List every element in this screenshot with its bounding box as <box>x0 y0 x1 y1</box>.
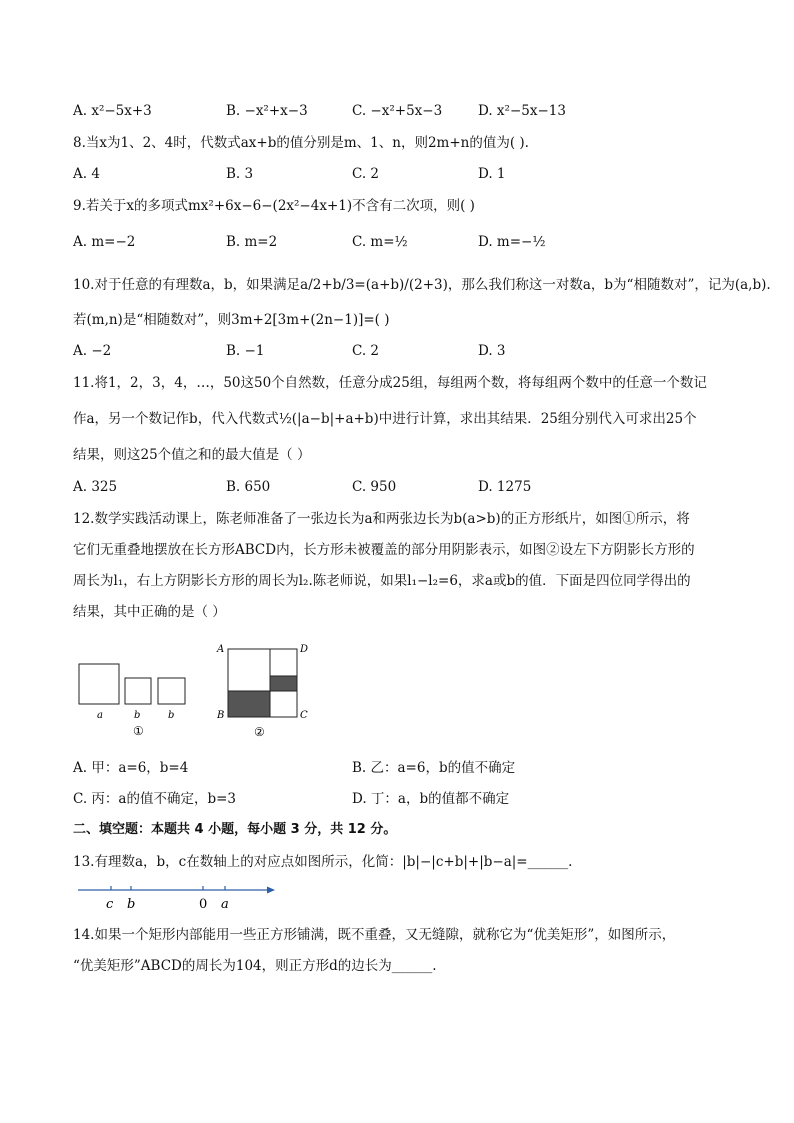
q10-stem-line2: 若(m,n)是“相随数对”，则3m+2[3m+(2n−1)]=( ) <box>73 312 390 328</box>
section-2-heading: 二、填空题：本题共 4 小题，每小题 3 分，共 12 分。 <box>73 822 397 837</box>
axis-label-b: b <box>127 897 136 912</box>
q8-option-d[interactable]: D. 1 <box>478 166 506 182</box>
q13-stem: 13.有理数a，b，c在数轴上的对应点如图所示，化简：|b|−|c+b|+|b−a|=______. <box>73 854 573 870</box>
q12-option-c[interactable]: C. 丙：a的值不确定，b=3 <box>73 791 237 807</box>
label-b-2: b <box>168 710 175 721</box>
q12-options-row2 <box>73 789 733 809</box>
q9-option-b[interactable]: B. m=2 <box>226 234 278 250</box>
q7-option-c[interactable]: C. −x²+5x−3 <box>352 103 443 119</box>
q8-stem: 8.当x为1、2、4时，代数式ax+b的值分别是m、1、n，则2m+n的值为( ). <box>73 135 529 151</box>
q8-option-b[interactable]: B. 3 <box>226 166 254 182</box>
q11-stem-line2: 作a，另一个数记作b，代入代数式½(|a−b|+a+b)中进行计算，求出其结果．25组分别代入可求出25个 <box>73 411 697 427</box>
axis-arrow-icon <box>267 887 275 894</box>
axis-label-a: a <box>221 897 229 912</box>
square-a-placed <box>228 649 270 691</box>
q11-option-c[interactable]: C. 950 <box>352 479 397 495</box>
q9-option-c[interactable]: C. m=½ <box>352 234 408 250</box>
q12-figure-2 <box>212 640 322 740</box>
q12-option-a[interactable]: A. 甲：a=6，b=4 <box>73 760 189 776</box>
q11-stem-line1: 11.将1，2，3，4，…，50这50个自然数，任意分成25组，每组两个数，将每组两个数中的任意一个数记 <box>73 375 707 391</box>
q10-options <box>73 341 733 361</box>
q11-option-d[interactable]: D. 1275 <box>478 479 532 495</box>
corner-d: D <box>300 644 309 655</box>
q10-option-a[interactable]: A. −2 <box>73 343 112 359</box>
axis-label-0: 0 <box>199 897 208 912</box>
q10-stem-line1: 10.对于任意的有理数a，b，如果满足a/2+b/3=(a+b)/(2+3)，那么我们称这一对数a，b为“相随数对”，记为(a,b). <box>73 277 771 293</box>
corner-b: B <box>217 710 225 721</box>
q11-option-a[interactable]: A. 325 <box>73 479 118 495</box>
q14-stem-line2: “优美矩形”ABCD的周长为104，则正方形d的边长为______. <box>73 958 437 974</box>
q9-stem: 9.若关于x的多项式mx²+6x−6−(2x²−4x+1)不含有二次项，则( ) <box>73 198 475 214</box>
q12-option-d[interactable]: D. 丁：a，b的值都不确定 <box>352 791 510 807</box>
q12-stem-line1: 12.数学实践活动课上，陈老师准备了一张边长为a和两张边长为b(a>b)的正方形纸片，如图①所示，将 <box>73 511 690 527</box>
q13-number-line <box>73 880 283 912</box>
q7-option-a[interactable]: A. x²−5x+3 <box>73 103 152 119</box>
square-b-2 <box>158 678 185 704</box>
q10-option-c[interactable]: C. 2 <box>352 343 380 359</box>
q8-option-a[interactable]: A. 4 <box>73 166 100 182</box>
q7-options <box>73 101 733 121</box>
q12-stem-line3: 周长为l₁，右上方阴影长方形的周长为l₂.陈老师说，如果l₁−l₂=6，求a或b的值．下面是四位同学得出的 <box>73 573 691 589</box>
q11-stem-line3: 结果，则这25个值之和的最大值是（ ） <box>73 447 311 463</box>
q8-options <box>73 164 733 184</box>
q12-figure-1 <box>73 655 203 740</box>
shaded-rect-lower <box>228 691 270 717</box>
square-a <box>79 664 119 704</box>
q11-option-b[interactable]: B. 650 <box>226 479 271 495</box>
label-a: a <box>97 710 103 721</box>
q10-option-b[interactable]: B. −1 <box>226 343 265 359</box>
q7-option-d[interactable]: D. x²−5x−13 <box>478 103 566 119</box>
figure-1-caption: ① <box>133 724 144 738</box>
square-b-bottom <box>270 691 297 717</box>
q12-stem-line4: 结果，其中正确的是（ ） <box>73 604 226 620</box>
square-b-top <box>270 649 297 676</box>
q11-options <box>73 477 733 497</box>
label-b-1: b <box>134 710 141 721</box>
figure-2-caption: ② <box>254 725 265 739</box>
q7-option-b[interactable]: B. −x²+x−3 <box>226 103 308 119</box>
q9-option-d[interactable]: D. m=−½ <box>478 234 546 250</box>
q8-option-c[interactable]: C. 2 <box>352 166 380 182</box>
q12-options-row1 <box>73 758 733 778</box>
q14-stem-line1: 14.如果一个矩形内部能用一些正方形铺满，既不重叠，又无缝隙，就称它为“优美矩形”，如图所示， <box>73 927 676 943</box>
q9-option-a[interactable]: A. m=−2 <box>73 234 136 250</box>
q9-options <box>73 232 733 252</box>
corner-a: A <box>217 644 225 655</box>
q12-option-b[interactable]: B. 乙：a=6，b的值不确定 <box>352 760 516 776</box>
q12-stem-line2: 它们无重叠地摆放在长方形ABCD内，长方形未被覆盖的部分用阴影表示，如图②设左下方阴影长方形的 <box>73 542 695 558</box>
square-b-1 <box>125 678 151 704</box>
q10-option-d[interactable]: D. 3 <box>478 343 506 359</box>
shaded-rect-upper <box>270 676 297 691</box>
axis-label-c: c <box>106 897 114 912</box>
corner-c: C <box>300 710 308 721</box>
